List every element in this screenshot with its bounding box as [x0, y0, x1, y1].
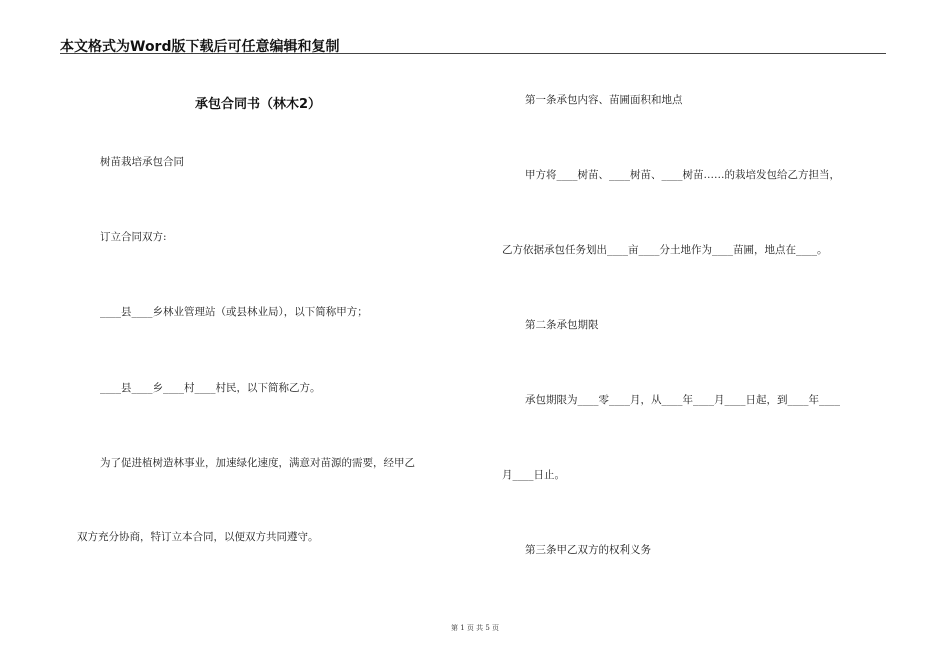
left-paragraph-1: 树苗栽培承包合同 [100, 156, 184, 168]
left-paragraph-2: 订立合同双方: [100, 231, 167, 243]
document-title: 承包合同书（林木2） [195, 97, 322, 112]
right-paragraph-3: 乙方依据承包任务划出____亩____分土地作为____苗圃，地点在____。 [502, 244, 828, 256]
left-paragraph-4: ____县____乡____村____村民，以下简称乙方。 [100, 382, 321, 394]
right-paragraph-1: 第一条承包内容、苗圃面积和地点 [525, 94, 683, 106]
right-paragraph-2: 甲方将____树苗、____树苗、____树苗……的栽培发包给乙方担当， [525, 169, 840, 181]
header-divider [60, 53, 886, 54]
left-paragraph-6: 双方充分协商，特订立本合同，以便双方共同遵守。 [77, 531, 319, 543]
right-paragraph-6: 月____日止。 [502, 469, 565, 481]
page-indicator: 第 1 页 共 5 页 [450, 624, 500, 632]
left-paragraph-3: ____县____乡林业管理站（或县林业局），以下简称甲方； [100, 306, 368, 318]
right-paragraph-5: 承包期限为____零____月，从____年____月____日起，到____年____ [525, 394, 840, 406]
right-paragraph-7: 第三条甲乙双方的权利义务 [525, 544, 651, 556]
left-paragraph-5: 为了促进植树造林事业，加速绿化速度，满意对苗源的需要，经甲乙 [100, 457, 415, 469]
header-title: 本文格式为Word版下载后可任意编辑和复制 [60, 39, 340, 55]
right-paragraph-4: 第二条承包期限 [525, 319, 599, 331]
